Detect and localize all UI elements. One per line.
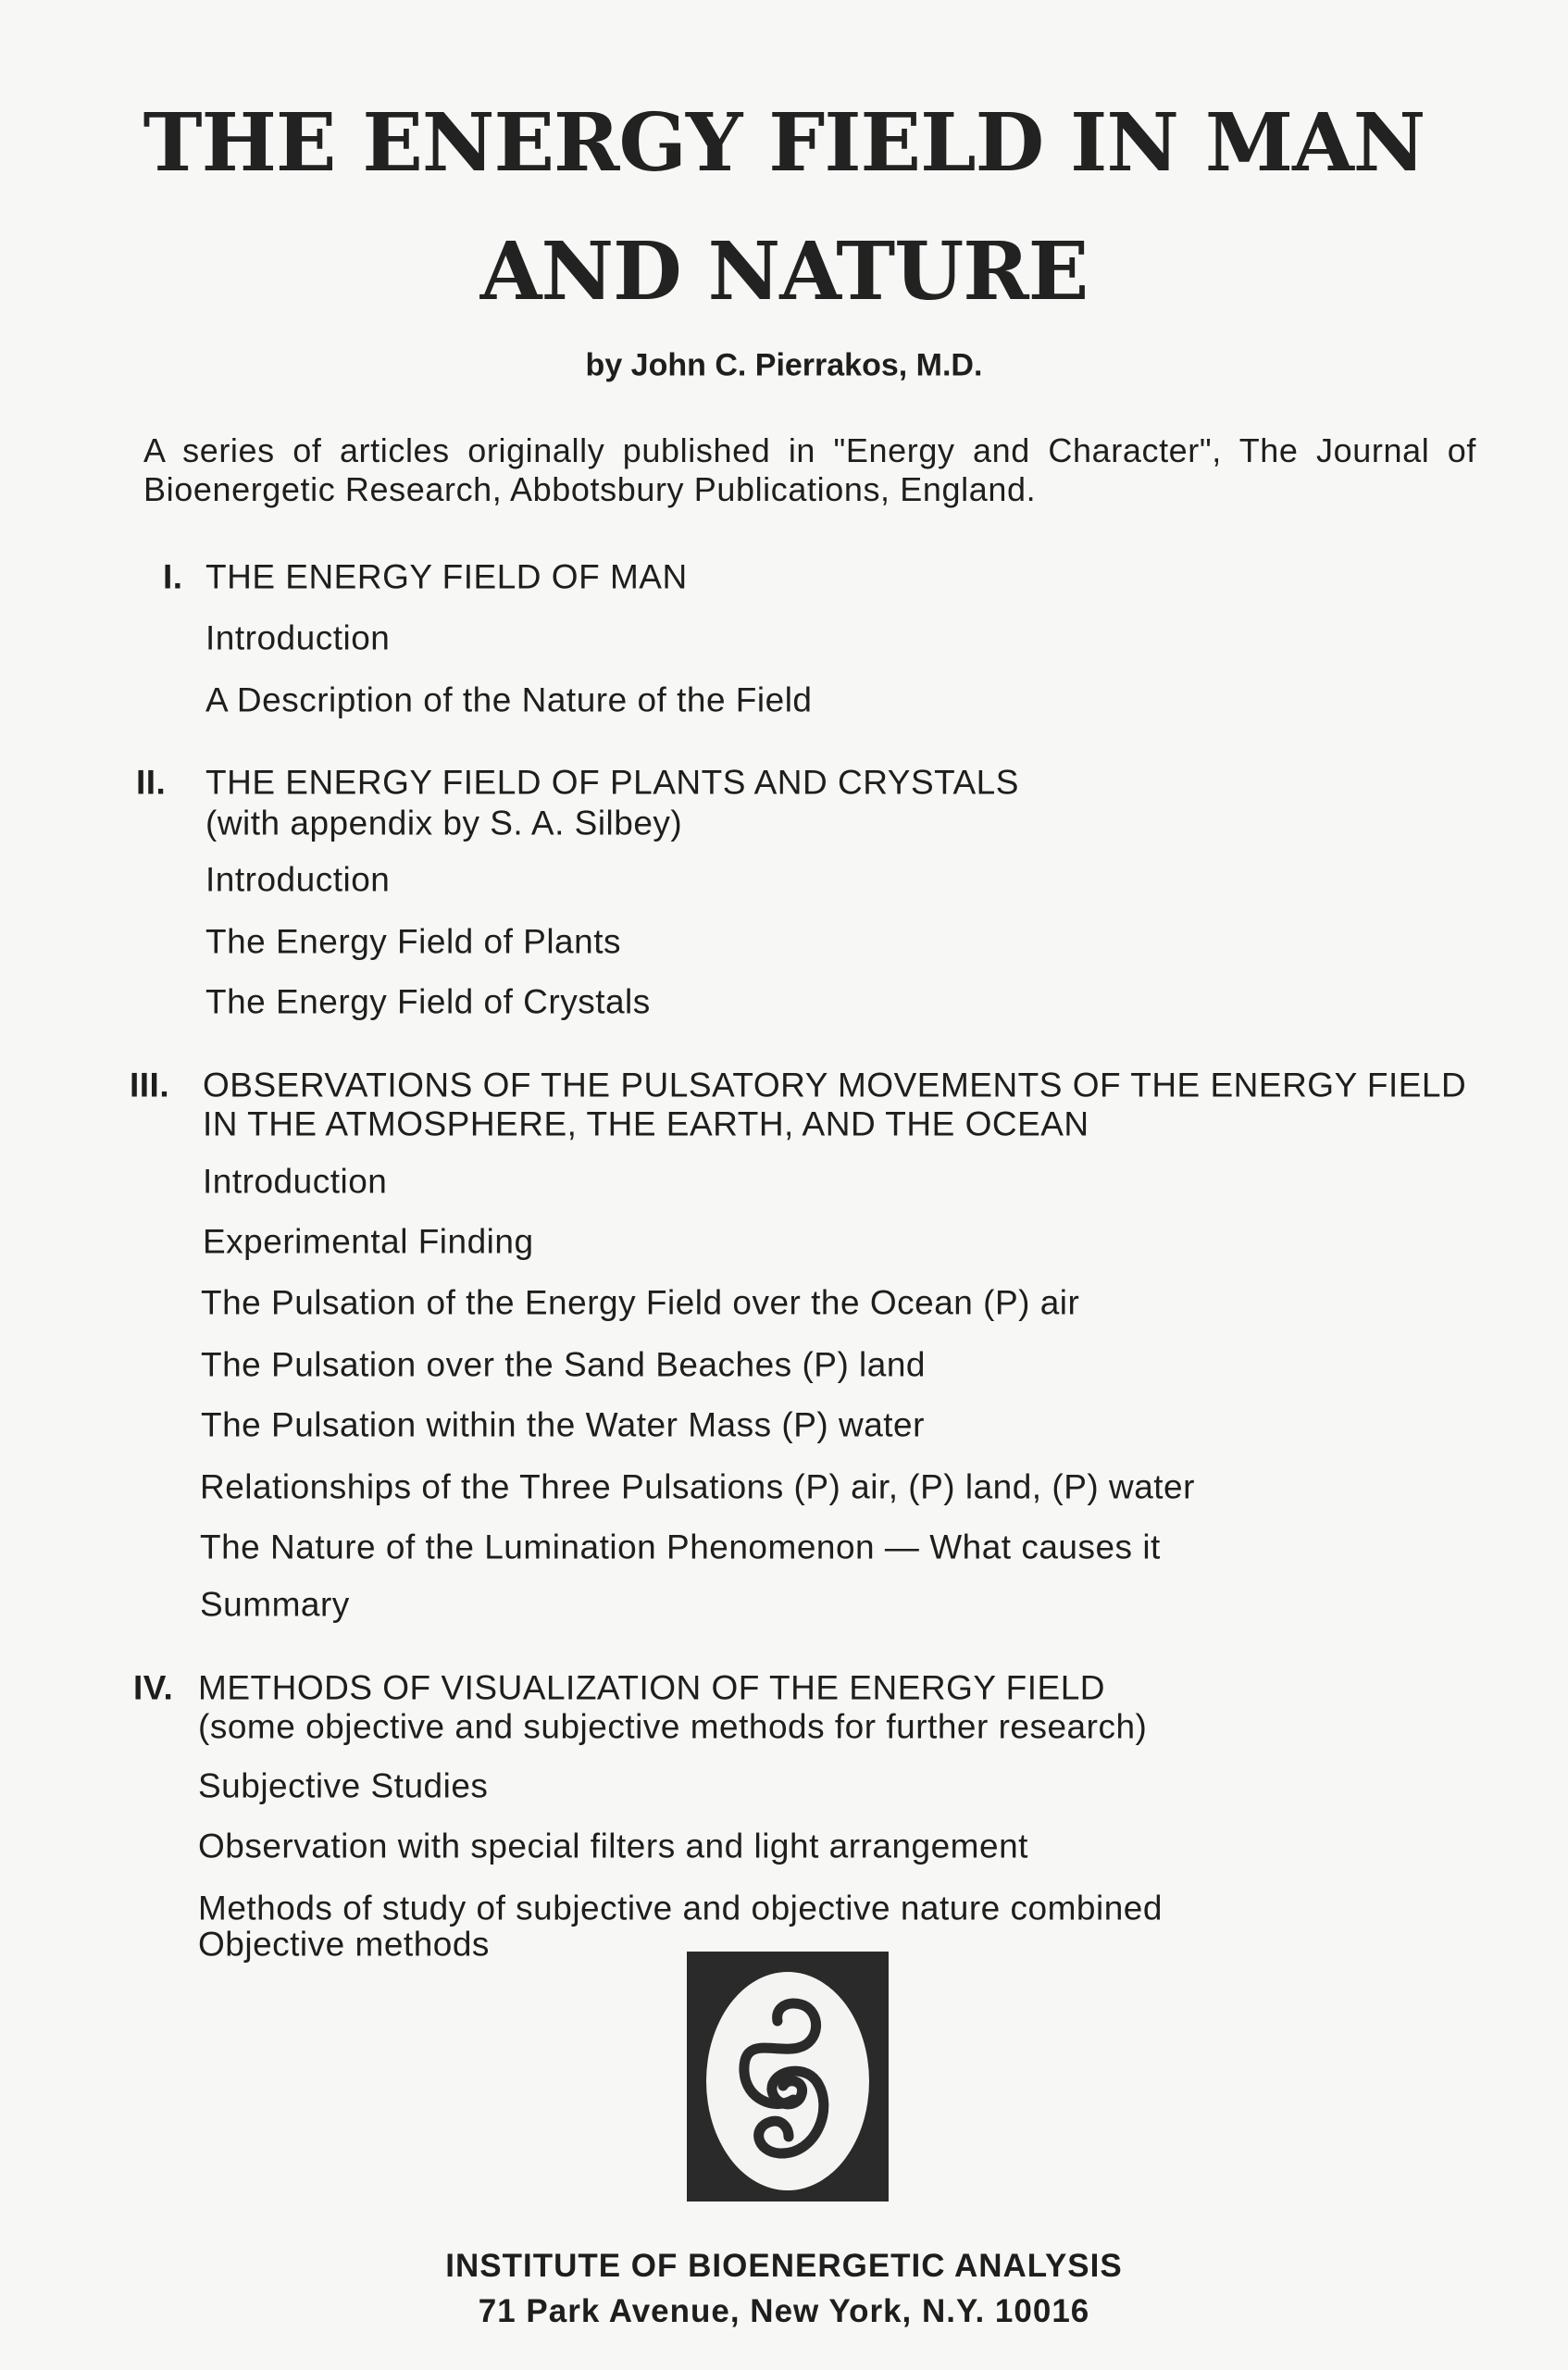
section-numeral: II. [136,763,167,802]
section-subheading: IN THE ATMOSPHERE, THE EARTH, AND THE OCEAN [203,1104,1089,1143]
section-heading: THE ENERGY FIELD OF MAN [205,557,688,596]
toc-item: The Pulsation of the Energy Field over the Ocean (P) air [201,1283,1080,1322]
intro-paragraph: A series of articles originally published in "Energy and Character", The Journal of Bioenergetic Research, Abbotsbury Publications, England. [143,431,1476,508]
toc-item: Experimental Finding [203,1222,534,1261]
toc-item: Methods of study of subjective and objective nature combined [198,1889,1163,1927]
publisher-address: 71 Park Avenue, New York, N.Y. 10016 [478,2293,1090,2329]
toc-item: Introduction [205,860,391,899]
toc-item: Subjective Studies [198,1766,489,1805]
author: by John C. Pierrakos, M.D. [585,347,983,383]
section-heading: THE ENERGY FIELD OF PLANTS AND CRYSTALS [205,763,1019,802]
title-line-2: AND NATURE [479,225,1089,318]
toc-item: Observation with special filters and light arrangement [198,1827,1028,1865]
toc-item: The Energy Field of Crystals [205,982,651,1021]
section-heading: METHODS OF VISUALIZATION OF THE ENERGY FIELD [198,1668,1106,1707]
toc-item: Relationships of the Three Pulsations (P) air, (P) land, (P) water [200,1467,1195,1506]
toc-item: The Nature of the Lumination Phenomenon — What causes it [200,1528,1161,1566]
publisher-name: INSTITUTE OF BIOENERGETIC ANALYSIS [445,2248,1123,2284]
institute-logo [687,1952,889,2202]
toc-item: Introduction [203,1162,388,1201]
toc-item: A Description of the Nature of the Field [205,680,813,719]
section-numeral: IV. [133,1668,174,1707]
toc-item: The Pulsation over the Sand Beaches (P) land [201,1345,927,1384]
toc-item: Objective methods [198,1925,490,1964]
section-subheading: (some objective and subjective methods for further research) [198,1707,1148,1746]
section-heading: OBSERVATIONS OF THE PULSATORY MOVEMENTS OF THE ENERGY FIELD [203,1066,1467,1104]
toc-item: Introduction [205,618,391,657]
section-numeral: I. [163,557,183,596]
section-numeral: III. [130,1066,170,1104]
toc-item: The Pulsation within the Water Mass (P) water [201,1405,925,1444]
toc-item: Summary [200,1585,350,1624]
title-line-1: THE ENERGY FIELD IN MAN [143,96,1425,190]
section-subheading: (with appendix by S. A. Silbey) [205,804,683,842]
toc-item: The Energy Field of Plants [205,922,621,961]
